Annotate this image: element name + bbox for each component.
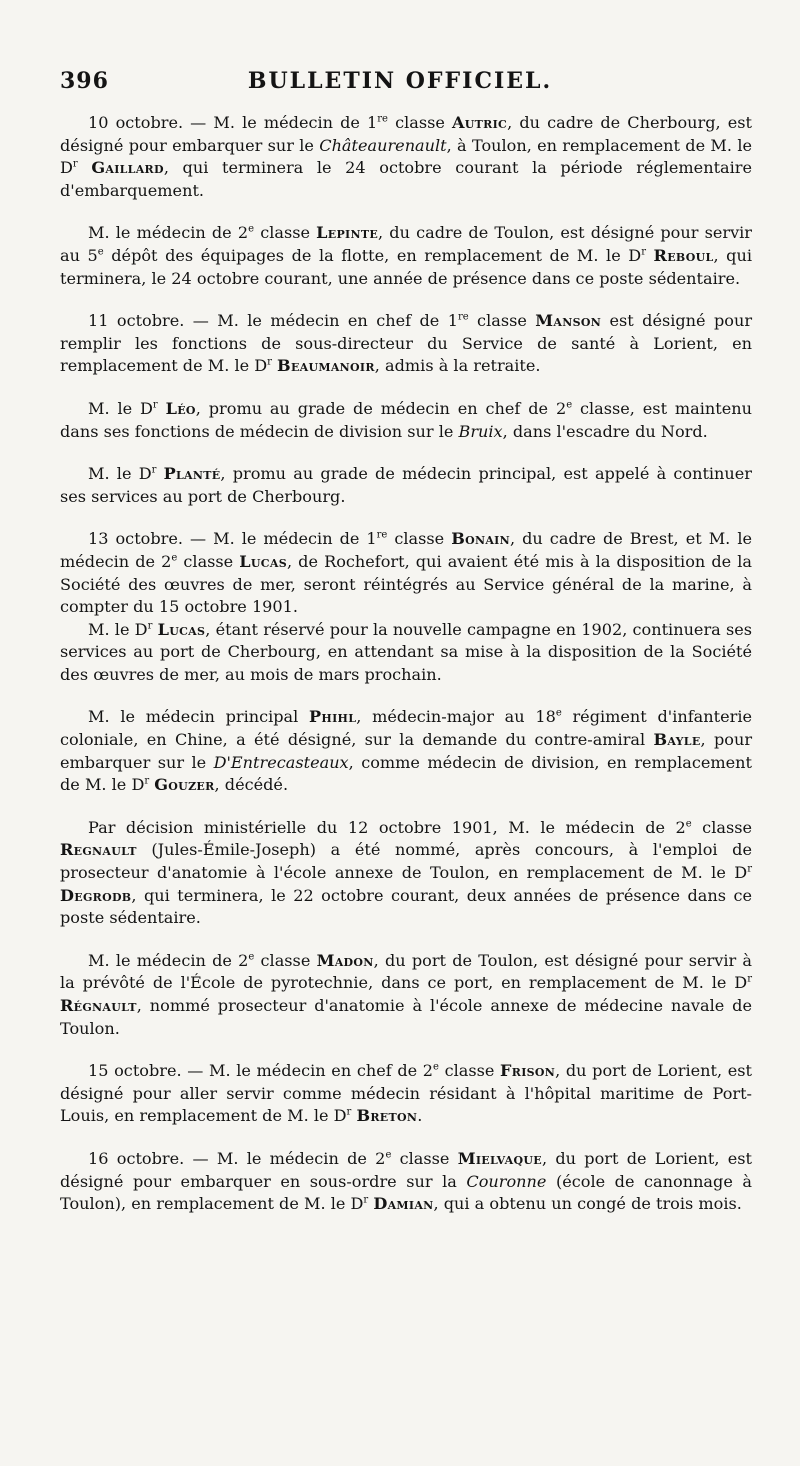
paragraph [60, 1060, 752, 1128]
superscript: re [376, 529, 388, 541]
superscript: r [151, 464, 157, 476]
person-name: Bayle [653, 730, 701, 750]
superscript: r [72, 158, 78, 170]
text-run: , dans l'escadre du Nord. [502, 421, 708, 441]
text-run [646, 246, 654, 265]
text-run: , étant réservé pour la nouvelle campagne en 1902, continuera ses services au port de Cherbourg, en attendant sa mise à la disposition de la Société des œuvres de mer, au mois de mars prochain. [60, 619, 752, 684]
person-name: Regnault [60, 840, 137, 860]
text-run: , qui terminera, le 22 octobre courant, deux années de présence dans ce poste sédentaire. [60, 885, 752, 928]
running-title: BULLETIN OFFICIEL. [247, 68, 553, 94]
text-run: classe [387, 113, 452, 132]
person-name: Madon [316, 950, 374, 970]
superscript: e [97, 246, 104, 258]
ship-name: Couronne [466, 1171, 547, 1191]
person-name: Degrodb [60, 885, 132, 905]
superscript: re [457, 311, 469, 323]
person-name: Mielvaque [457, 1148, 542, 1168]
superscript: r [152, 399, 158, 411]
ship-name: Châteaurenault [319, 135, 447, 155]
text-run: , promu au grade de médecin en chef de 2 [195, 398, 567, 418]
text-run: M. le médecin de 2 [88, 950, 249, 970]
superscript: r [346, 1107, 352, 1119]
text-run: M. le D [88, 398, 153, 418]
superscript: r [363, 1194, 369, 1206]
paragraph [60, 222, 752, 290]
paragraph [60, 817, 752, 930]
person-name: Bonain [451, 529, 510, 549]
text-run: , pour embarquer sur le [60, 730, 753, 772]
person-name: Gaillard [91, 158, 164, 178]
text-run: classe [177, 551, 240, 571]
person-name: Damian [373, 1194, 434, 1214]
text-run: , de Rochefort, qui avaient été mis à la disposition de la Société des œuvres de mer, seront réintégrés au Service général de la marine, à compter du 15 octobre 1901. [60, 551, 753, 617]
page-number: 396 [60, 68, 109, 94]
text-run: (Jules-Émile-Joseph) a été nommé, après concours, à l'emploi de prosecteur d'anatomie à l'école annexe de Toulon, en remplacement de M. le D [60, 840, 752, 883]
person-name: Beaumanoir [277, 356, 375, 376]
text-run: classe [387, 529, 452, 549]
page-header [60, 68, 740, 102]
text-run: , décédé. [214, 775, 289, 795]
person-name: Léo [165, 398, 196, 418]
superscript: r [641, 246, 646, 258]
superscript: e [433, 1061, 439, 1073]
paragraph [60, 1148, 752, 1216]
superscript: re [377, 113, 388, 125]
text-run: 15 octobre. — M. le médecin en chef de 2 [88, 1061, 434, 1081]
text-run: M. le médecin principal [88, 707, 310, 727]
person-name: Lucas [239, 551, 287, 571]
text-run: (école de canonnage à Toulon), en remplacement de M. le D [60, 1171, 752, 1214]
person-name: Phihl [309, 707, 357, 727]
text-run: , qui terminera, le 24 octobre courant, une année de présence dans ce poste sédentaire. [60, 245, 753, 288]
text-run: classe [468, 311, 536, 331]
superscript: e [555, 708, 562, 720]
text-run: , du cadre de Cherbourg, est désigné pour embarquer sur le [60, 113, 752, 155]
ship-name: Bruix [458, 421, 503, 441]
text-run: M. le D [88, 619, 148, 639]
person-name: Lucas [157, 619, 206, 639]
text-run [78, 158, 92, 177]
person-name: Gouzer [154, 775, 215, 795]
text-run: , comme médecin de division, en remplacement de M. le D [60, 752, 752, 795]
text-run: 10 octobre. — M. le médecin de 1 [88, 113, 378, 132]
text-run: M. le médecin de 2 [88, 223, 249, 243]
text-run: dépôt des équipages de la flotte, en remplacement de M. le D [103, 245, 642, 265]
superscript: e [385, 1149, 392, 1161]
superscript: r [747, 863, 752, 875]
text-run: , qui terminera le 24 octobre courant la période réglementaire d'embarquement. [60, 158, 752, 200]
person-name: Breton [356, 1106, 418, 1126]
text-run: 13 octobre. — M. le médecin de 1 [88, 529, 377, 549]
text-run: classe [438, 1061, 501, 1081]
text-run: , du port de Toulon, est désigné pour servir à la prévôté de l'École de pyrotechnie, dans ce port, en remplacement de M. le D [60, 950, 753, 993]
person-name: Manson [535, 311, 602, 331]
text-run: classe, est maintenu dans ses fonctions de médecin de division sur le [60, 398, 752, 441]
text-run: , admis à la retraite. [374, 356, 541, 376]
superscript: e [248, 951, 255, 963]
text-run: , du cadre de Toulon, est désigné pour servir au 5 [60, 223, 753, 265]
superscript: e [171, 552, 178, 564]
text-run: classe [391, 1148, 458, 1168]
person-name: Lepinte [316, 223, 378, 243]
person-name: Régnault [60, 996, 137, 1015]
paragraph [60, 706, 752, 796]
text-run: , médecin-major au 18 [356, 707, 556, 727]
paragraph [60, 619, 752, 687]
text-run: , du cadre de Brest, et M. le médecin de 2 [60, 529, 752, 571]
text-run: classe [691, 817, 752, 837]
superscript: r [747, 974, 752, 986]
text-run: M. le D [88, 464, 152, 484]
text-run [158, 399, 166, 418]
paragraph [60, 528, 752, 618]
paragraph [60, 112, 752, 202]
text-run: 11 octobre. — M. le médecin en chef de 1 [88, 311, 458, 331]
text-run: , à Toulon, en remplacement de M. le D [60, 135, 752, 178]
text-run: , du port de Lorient, est désigné pour aller servir comme médecin résidant à l'hôpital maritime de Port-Louis, en remplacement de M. le D [60, 1061, 753, 1126]
person-name: Reboul [653, 245, 714, 265]
superscript: e [685, 818, 692, 830]
superscript: r [144, 775, 150, 787]
text-run: , nommé prosecteur d'anatomie à l'école annexe de médecine navale de Toulon. [60, 996, 752, 1038]
text-run: classe [254, 223, 317, 243]
person-name: Frison [500, 1061, 556, 1081]
text-run: , du port de Lorient, est désigné pour embarquer en sous-ordre sur la [60, 1148, 753, 1191]
paragraph [60, 310, 752, 378]
text-run [156, 464, 163, 483]
text-run: 16 octobre. — M. le médecin de 2 [88, 1148, 386, 1168]
superscript: e [566, 399, 573, 411]
paragraph [60, 463, 752, 508]
superscript: e [248, 224, 255, 236]
paragraph [60, 950, 752, 1040]
text-run: , qui a obtenu un congé de trois mois. [433, 1194, 742, 1214]
text-run: Par décision ministérielle du 12 octobre 1901, M. le médecin de 2 [88, 817, 686, 837]
text-run: régiment d'infanterie coloniale, en Chine, a été désigné, sur la demande du contre-amiral [60, 707, 752, 750]
superscript: r [147, 620, 153, 632]
person-name: Planté [163, 464, 221, 484]
person-name: Autric [452, 113, 508, 132]
text-run: , promu au grade de médecin principal, est appelé à continuer ses services au port de Cherbourg. [60, 464, 753, 506]
text-run: classe [254, 950, 317, 970]
ship-name: D'Entrecasteaux [213, 752, 349, 772]
paragraph [60, 398, 752, 443]
document-body [60, 112, 752, 1236]
superscript: r [267, 356, 272, 368]
text-run: . [417, 1106, 423, 1126]
text-run: est désigné pour remplir les fonctions de sous-directeur du Service de santé à Lorient, en remplacement de M. le D [60, 311, 753, 376]
